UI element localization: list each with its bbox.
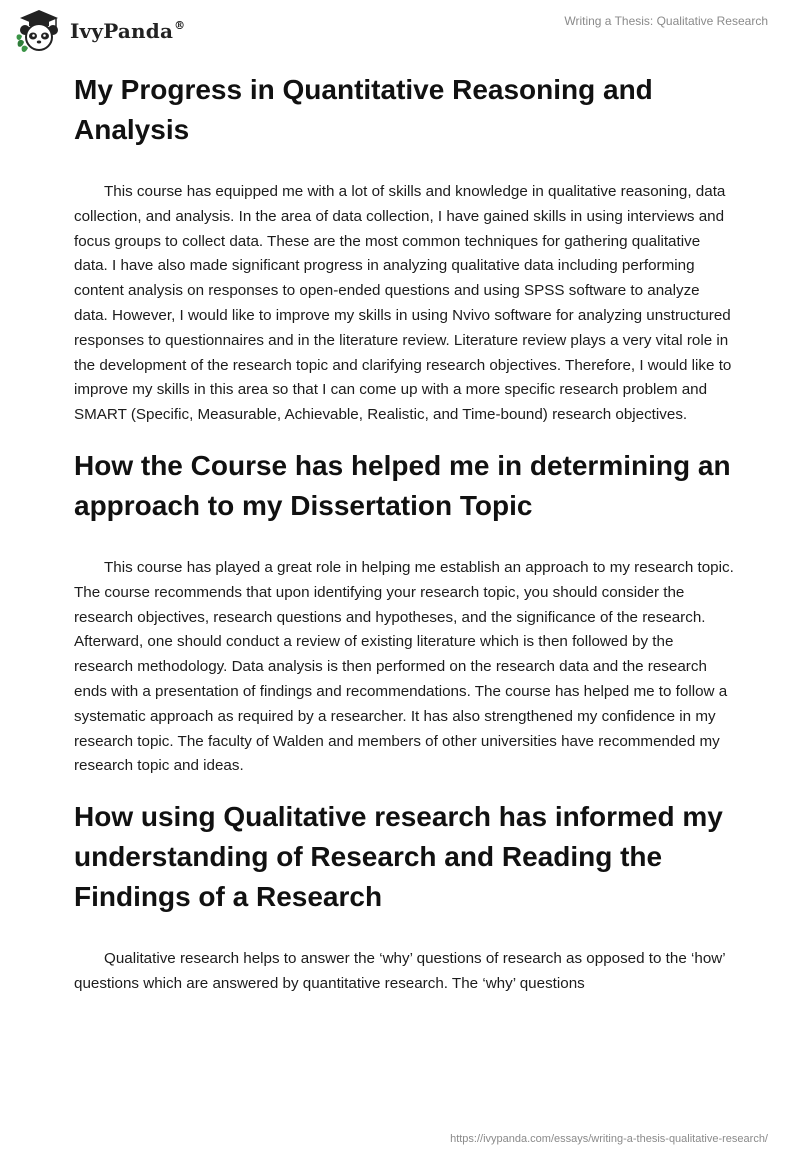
section-progress — [74, 70, 734, 428]
section-qualitative-research — [74, 797, 734, 997]
section-paragraph: This course has equipped me with a lot of skills and knowledge in qualitative reasoning, data collection, and analysis. In the area of data collection, I have gained skills in using interviews and focus groups to collect data. These are the most common techniques for gathering qualitative data. I have also made significant progress in analyzing qualitative data including performing content analysis on responses to open-ended questions and using SPSS software to analyze data. However, I would like to improve my skills in using Nvivo software for analyzing unstructured responses to questionnaires and in the literature review. Literature review plays a very vital role in the development of the research topic and clarifying research objectives. Therefore, I would like to improve my skills in this area so that I can come up with a more specific research problem and SMART (Specific, Measurable, Achievable, Realistic, and Time-bound) research objectives. — [74, 183, 732, 424]
logo-wordmark: IvyPanda® — [70, 19, 186, 43]
ivypanda-logo[interactable] — [14, 8, 185, 54]
section-paragraph: Qualitative research helps to answer the ‘why’ questions of research as opposed to the ‘how’ questions which are answered by quantitative research. The ‘why’ questions — [74, 950, 726, 992]
section-heading: My Progress in Quantitative Reasoning and Analysis — [74, 74, 653, 145]
article-body — [74, 70, 734, 1015]
section-paragraph: This course has played a great role in helping me establish an approach to my research topic. The course recommends that upon identifying your research topic, you should consider the research objectives, research questions and hypotheses, and the significance of the research. Afterward, one should conduct a review of existing literature which is then followed by the research methodology. Data analysis is then performed on the research data and the research ends with a presentation of findings and recommendations. The course has helped me to follow a systematic approach as required by a researcher. It has also strengthened my confidence in my research topic. The faculty of Walden and members of other universities have recommended my research topic and ideas. — [74, 558, 734, 775]
section-heading: How using Qualitative research has informed my understanding of Research and Reading the Findings of a Research — [74, 801, 723, 913]
page-header — [0, 0, 800, 60]
section-course-approach — [74, 446, 734, 779]
panda-icon — [14, 8, 64, 54]
source-url-link[interactable]: https://ivypanda.com/essays/writing-a-thesis-qualitative-research/ — [450, 1133, 768, 1145]
document-title: Writing a Thesis: Qualitative Research — [564, 14, 768, 28]
registered-mark: ® — [174, 19, 186, 32]
section-heading: How the Course has helped me in determining an approach to my Dissertation Topic — [74, 449, 731, 521]
